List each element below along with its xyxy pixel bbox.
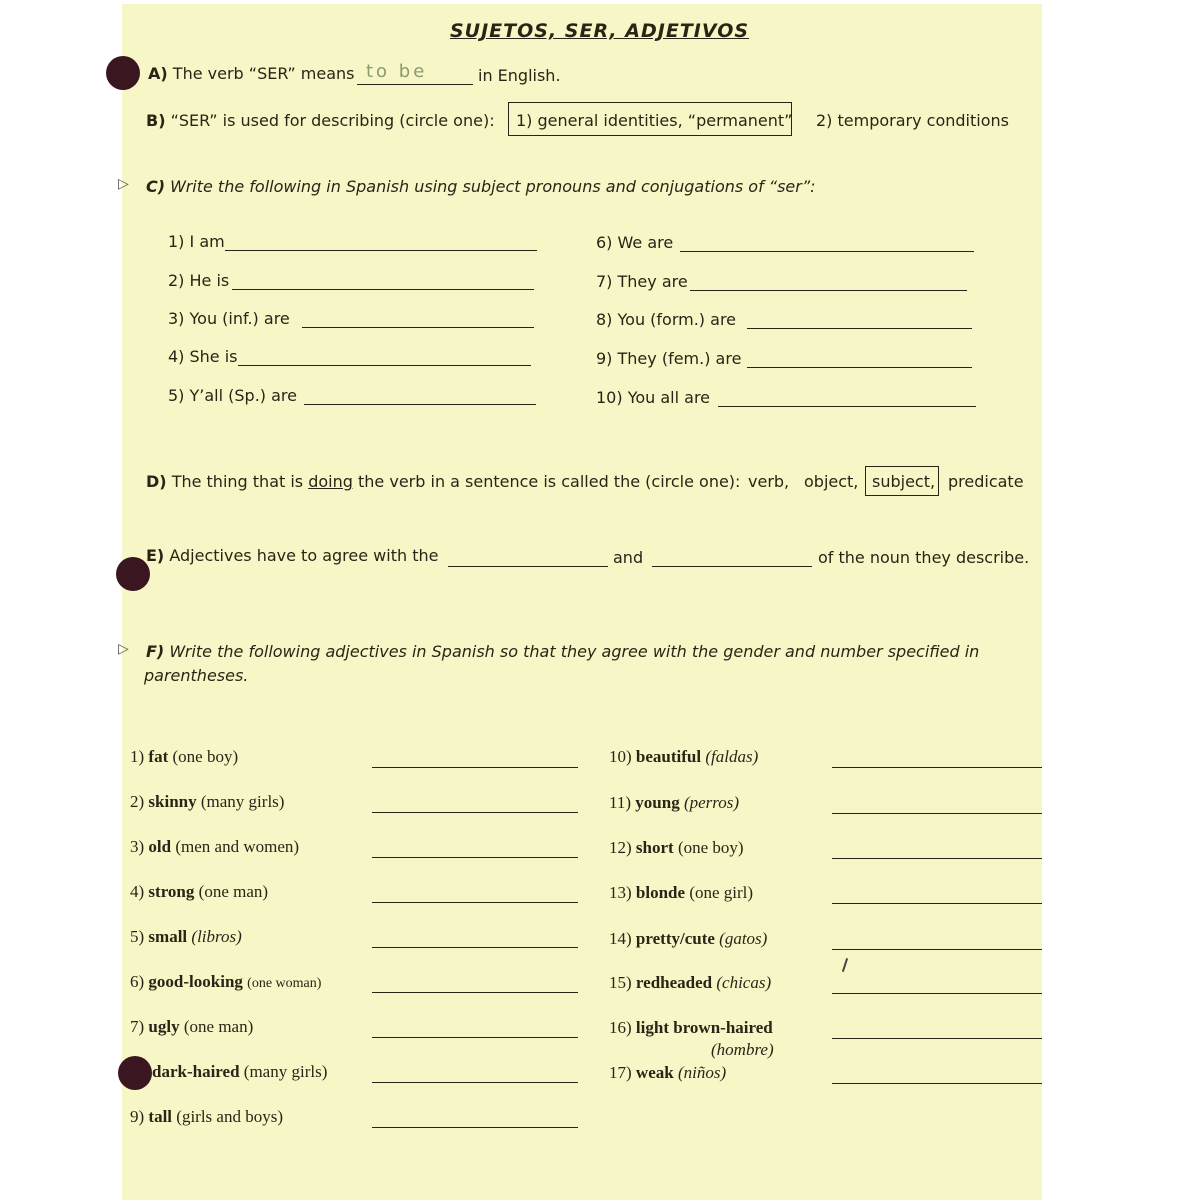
item-number: 9) bbox=[130, 1107, 145, 1126]
adjective-word: light brown-haired bbox=[635, 1018, 773, 1037]
adjective-spec: (one boy) bbox=[172, 747, 239, 766]
adjective-word: short bbox=[635, 838, 674, 857]
section-e-pre: Adjectives have to agree with the bbox=[169, 546, 439, 565]
adjective-word: redheaded bbox=[635, 973, 713, 992]
adjective-prompt bbox=[130, 837, 299, 857]
binder-hole-top bbox=[106, 56, 140, 90]
answer-blank[interactable] bbox=[832, 767, 1042, 768]
adjective-prompt bbox=[130, 882, 268, 902]
section-e-letter: E) bbox=[146, 546, 165, 565]
item-number: 12) bbox=[609, 838, 632, 857]
answer-blank[interactable] bbox=[232, 289, 534, 290]
item-number: 10) bbox=[609, 747, 632, 766]
adjective-word: young bbox=[635, 793, 680, 812]
adjective-prompt bbox=[609, 1063, 726, 1083]
adjective-word: beautiful bbox=[635, 747, 702, 766]
answer-blank[interactable] bbox=[372, 1127, 578, 1128]
answer-blank[interactable] bbox=[238, 365, 531, 366]
answer-blank[interactable] bbox=[718, 406, 976, 407]
adjective-word: tall bbox=[148, 1107, 173, 1126]
adjective-word: pretty/cute bbox=[635, 929, 715, 948]
adjective-prompt bbox=[609, 1018, 773, 1038]
adjective-word: small bbox=[148, 927, 188, 946]
answer-blank[interactable] bbox=[832, 949, 1042, 950]
adjective-prompt bbox=[609, 929, 767, 949]
adjective-word: good-looking bbox=[148, 972, 243, 991]
section-a-answer-line[interactable] bbox=[357, 84, 473, 85]
item-number: 16) bbox=[609, 1018, 632, 1037]
pronoun-prompt: 10) You all are bbox=[596, 388, 711, 407]
section-d-letter: D) bbox=[146, 472, 167, 491]
section-a-text: The verb “SER” means bbox=[172, 64, 355, 83]
section-e bbox=[146, 546, 438, 565]
adjective-prompt bbox=[130, 792, 284, 812]
adjective-spec: (libros) bbox=[191, 927, 242, 946]
adjective-spec: (many girls) bbox=[243, 1062, 328, 1081]
adjective-word: ugly bbox=[148, 1017, 180, 1036]
worksheet-page bbox=[118, 4, 1042, 1200]
answer-blank[interactable] bbox=[372, 857, 578, 858]
pronoun-prompt: 7) They are bbox=[596, 272, 688, 291]
item-number: 6) bbox=[130, 972, 145, 991]
section-d-option-verb[interactable]: verb, bbox=[748, 472, 790, 491]
adjective-spec: (niños) bbox=[677, 1063, 727, 1082]
adjective-spec: (one boy) bbox=[677, 838, 744, 857]
adjective-prompt bbox=[130, 1017, 253, 1037]
answer-blank[interactable] bbox=[747, 328, 972, 329]
section-d-pre: The thing that is bbox=[171, 472, 304, 491]
item-number: 1) bbox=[130, 747, 145, 766]
answer-blank[interactable] bbox=[747, 367, 972, 368]
adjective-spec: (hombre) bbox=[711, 1040, 774, 1059]
section-d-option-predicate[interactable]: predicate bbox=[948, 472, 1024, 491]
adjective-word: blonde bbox=[635, 883, 686, 902]
section-d bbox=[146, 472, 740, 491]
answer-blank[interactable] bbox=[372, 812, 578, 813]
section-a-handwritten-answer: to be bbox=[366, 61, 428, 82]
section-e-blank-1[interactable] bbox=[448, 566, 608, 567]
item-number: 2) bbox=[130, 792, 145, 811]
adjective-word: skinny bbox=[148, 792, 197, 811]
item-number: 15) bbox=[609, 973, 632, 992]
adjective-spec: (chicas) bbox=[716, 973, 772, 992]
adjective-prompt bbox=[609, 973, 771, 993]
item-number: 7) bbox=[130, 1017, 145, 1036]
adjective-spec: (faldas) bbox=[705, 747, 759, 766]
section-a-after: in English. bbox=[478, 66, 561, 85]
section-f-letter: F) bbox=[146, 642, 165, 661]
answer-blank[interactable] bbox=[304, 404, 536, 405]
section-f-instruction bbox=[146, 642, 979, 661]
answer-blank[interactable] bbox=[832, 993, 1042, 994]
section-c-letter: C) bbox=[146, 177, 166, 196]
pronoun-prompt: 4) She is bbox=[168, 347, 238, 366]
adjective-prompt bbox=[130, 747, 238, 767]
answer-blank[interactable] bbox=[832, 1038, 1042, 1039]
section-b-option-2[interactable]: 2) temporary conditions bbox=[816, 111, 1009, 130]
binder-hole-middle bbox=[116, 557, 150, 591]
answer-blank[interactable] bbox=[372, 1082, 578, 1083]
answer-blank[interactable] bbox=[832, 1083, 1042, 1084]
adjective-spec: (gatos) bbox=[719, 929, 768, 948]
section-d-option-object[interactable]: object, bbox=[804, 472, 859, 491]
section-d-option-subject[interactable]: subject, bbox=[872, 472, 936, 491]
answer-blank[interactable] bbox=[690, 290, 967, 291]
arrow-marker-c: ▷ bbox=[118, 177, 129, 192]
answer-blank[interactable] bbox=[832, 903, 1042, 904]
answer-blank[interactable] bbox=[372, 767, 578, 768]
section-f-line-2: parentheses. bbox=[144, 666, 249, 685]
section-a bbox=[148, 64, 355, 83]
adjective-spec: (one woman) bbox=[247, 976, 322, 991]
adjective-spec: (one girl) bbox=[689, 883, 754, 902]
adjective-word: weak bbox=[635, 1063, 674, 1082]
item-number: 14) bbox=[609, 929, 632, 948]
binder-hole-bottom bbox=[118, 1056, 152, 1090]
answer-blank[interactable] bbox=[372, 902, 578, 903]
adjective-word: strong bbox=[148, 882, 195, 901]
adjective-word: dark-haired bbox=[152, 1062, 240, 1081]
pronoun-prompt: 5) Y’all (Sp.) are bbox=[168, 386, 297, 405]
section-e-and: and bbox=[613, 548, 644, 567]
adjective-spec: (girls and boys) bbox=[176, 1107, 283, 1126]
section-e-blank-2[interactable] bbox=[652, 566, 812, 567]
adjective-prompt bbox=[609, 838, 744, 858]
adjective-prompt bbox=[152, 1062, 327, 1082]
adjective-prompt bbox=[609, 883, 753, 903]
answer-blank[interactable] bbox=[832, 813, 1042, 814]
pronoun-prompt: 9) They (fem.) are bbox=[596, 349, 742, 368]
worksheet-title: SUJETOS, SER, ADJETIVOS bbox=[450, 20, 750, 42]
arrow-marker-f: ▷ bbox=[118, 642, 129, 657]
section-b-text: “SER” is used for describing (circle one): bbox=[170, 111, 495, 130]
answer-blank[interactable] bbox=[372, 992, 578, 993]
pronoun-prompt: 8) You (form.) are bbox=[596, 310, 737, 329]
section-b-letter: B) bbox=[146, 111, 166, 130]
adjective-prompt bbox=[130, 1107, 283, 1127]
adjective-spec: (men and women) bbox=[175, 837, 300, 856]
pronoun-prompt: 2) He is bbox=[168, 271, 230, 290]
answer-blank[interactable] bbox=[832, 858, 1042, 859]
section-c-text: Write the following in Spanish using subject pronouns and conjugations of “ser”: bbox=[170, 177, 816, 196]
adjective-spec: (perros) bbox=[683, 793, 740, 812]
adjective-prompt bbox=[130, 972, 321, 992]
adjective-prompt bbox=[130, 927, 242, 947]
section-f-line-1: Write the following adjectives in Spanish so that they agree with the gender and number specified in bbox=[169, 642, 980, 661]
pronoun-prompt: 6) We are bbox=[596, 233, 674, 252]
adjective-prompt bbox=[609, 793, 739, 813]
item-number: 11) bbox=[609, 793, 632, 812]
section-d-post: the verb in a sentence is called the (circle one): bbox=[358, 472, 741, 491]
section-c-instruction bbox=[146, 177, 816, 196]
section-a-letter: A) bbox=[148, 64, 168, 83]
adjective-word: old bbox=[148, 837, 172, 856]
pronoun-prompt: 1) I am bbox=[168, 232, 225, 251]
item-number: 3) bbox=[130, 837, 145, 856]
item-number: 17) bbox=[609, 1063, 632, 1082]
adjective-prompt bbox=[609, 747, 758, 767]
section-d-underlined: doing bbox=[308, 472, 353, 491]
section-b bbox=[146, 111, 495, 130]
answer-blank[interactable] bbox=[302, 327, 534, 328]
pronoun-prompt: 3) You (inf.) are bbox=[168, 309, 290, 328]
pencil-mark bbox=[842, 958, 848, 972]
adjective-word: fat bbox=[148, 747, 169, 766]
adjective-spec: (one man) bbox=[198, 882, 269, 901]
item-number: 5) bbox=[130, 927, 145, 946]
section-b-option-1[interactable]: 1) general identities, “permanent” bbox=[516, 111, 793, 130]
answer-blank[interactable] bbox=[680, 251, 974, 252]
answer-blank[interactable] bbox=[372, 1037, 578, 1038]
adjective-spec: (many girls) bbox=[200, 792, 285, 811]
item-number: 4) bbox=[130, 882, 145, 901]
answer-blank[interactable] bbox=[225, 250, 537, 251]
answer-blank[interactable] bbox=[372, 947, 578, 948]
item-number: 13) bbox=[609, 883, 632, 902]
section-e-post: of the noun they describe. bbox=[818, 548, 1030, 567]
adjective-spec: (one man) bbox=[183, 1017, 254, 1036]
